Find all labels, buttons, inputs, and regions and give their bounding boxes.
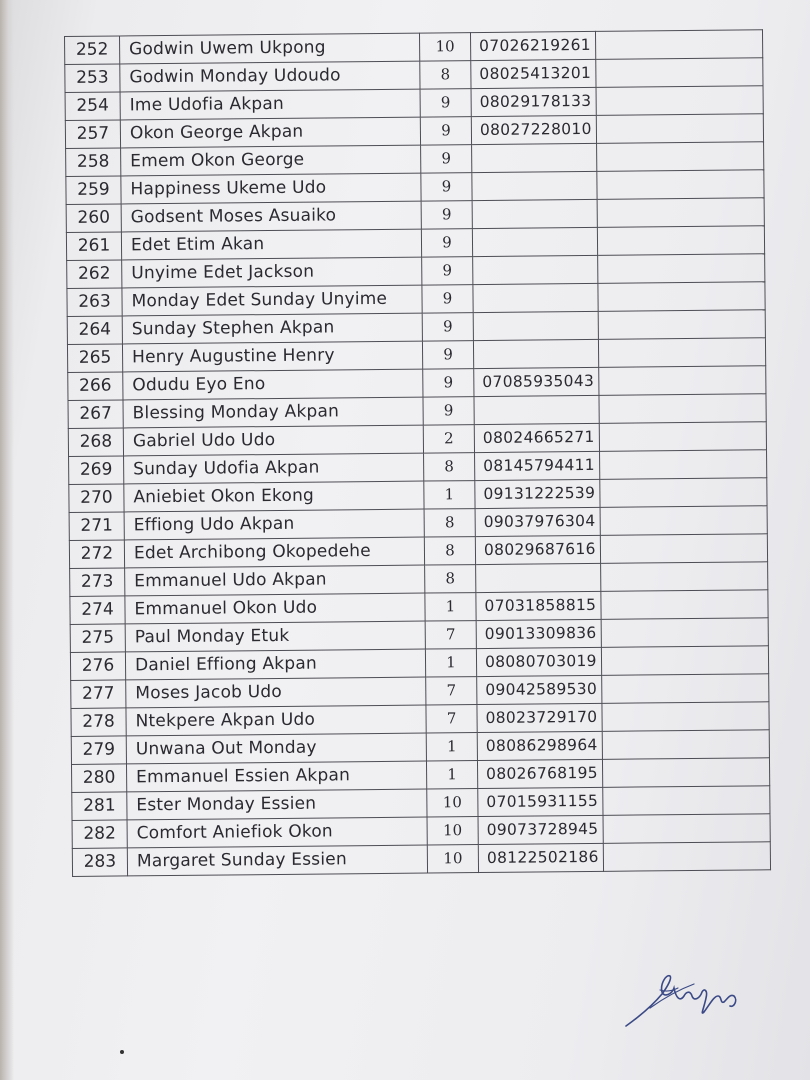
class-cell: 9 (422, 285, 473, 313)
phone-cell: 07015931155 (478, 787, 603, 816)
class-cell: 9 (420, 89, 471, 117)
serial-number-cell: 267 (68, 400, 123, 429)
class-cell: 8 (425, 565, 476, 593)
name-cell: Monday Edet Sunday Unyime (122, 285, 422, 316)
phone-cell: 07085935043 (474, 367, 599, 396)
class-cell: 9 (420, 117, 471, 145)
class-cell: 1 (426, 761, 477, 789)
phone-cell: 07031858815 (476, 591, 601, 620)
phone-cell: 08086298964 (477, 731, 602, 760)
name-cell: Ime Udofia Akpan (120, 89, 420, 120)
blank-cell (598, 310, 765, 340)
serial-number-cell: 279 (71, 736, 126, 765)
name-cell: Aniebiet Okon Ekong (124, 481, 424, 512)
serial-number-cell: 258 (66, 148, 121, 177)
class-cell: 10 (427, 845, 478, 873)
blank-cell (600, 450, 767, 480)
serial-number-cell: 278 (71, 708, 126, 737)
phone-cell: 08023729170 (477, 703, 602, 732)
class-cell: 9 (422, 313, 473, 341)
serial-number-cell: 263 (67, 288, 122, 317)
serial-number-cell: 261 (66, 232, 121, 261)
serial-number-cell: 257 (65, 120, 120, 149)
blank-cell (602, 702, 769, 732)
name-cell: Emmanuel Udo Akpan (125, 565, 425, 596)
name-cell: Edet Etim Akan (121, 229, 421, 260)
blank-cell (597, 142, 764, 172)
roster-table (64, 29, 771, 877)
serial-number-cell: 270 (69, 484, 124, 513)
serial-number-cell: 266 (68, 372, 123, 401)
phone-cell (473, 311, 598, 340)
serial-number-cell: 281 (72, 792, 127, 821)
class-cell: 8 (424, 453, 475, 481)
serial-number-cell: 268 (68, 428, 123, 457)
blank-cell (602, 674, 769, 704)
serial-number-cell: 259 (66, 176, 121, 205)
phone-cell (474, 395, 599, 424)
class-cell: 1 (425, 649, 476, 677)
blank-cell (601, 562, 768, 592)
blank-cell (596, 114, 763, 144)
name-cell: Sunday Stephen Akpan (122, 313, 422, 344)
name-cell: Comfort Aniefiok Okon (127, 817, 427, 848)
name-cell: Unyime Edet Jackson (122, 257, 422, 288)
phone-cell: 08027228010 (471, 115, 596, 144)
name-cell: Godwin Monday Udoudo (120, 61, 420, 92)
phone-cell (472, 143, 597, 172)
name-cell: Effiong Udo Akpan (124, 509, 424, 540)
class-cell: 8 (420, 61, 471, 89)
serial-number-cell: 260 (66, 204, 121, 233)
phone-cell: 08024665271 (474, 423, 599, 452)
class-cell: 1 (426, 733, 477, 761)
class-cell: 9 (421, 145, 472, 173)
class-cell: 7 (426, 677, 477, 705)
name-cell: Edet Archibong Okopedehe (124, 537, 424, 568)
blank-cell (603, 814, 770, 844)
serial-number-cell: 277 (71, 680, 126, 709)
phone-cell: 09037976304 (475, 507, 600, 536)
name-cell: Unwana Out Monday (126, 733, 426, 764)
name-cell: Okon George Akpan (120, 117, 420, 148)
name-cell: Henry Augustine Henry (122, 341, 422, 372)
phone-cell (473, 339, 598, 368)
phone-cell: 09131222539 (475, 479, 600, 508)
class-cell: 9 (422, 341, 473, 369)
class-cell: 7 (425, 621, 476, 649)
class-cell: 7 (426, 705, 477, 733)
blank-cell (603, 786, 770, 816)
serial-number-cell: 276 (70, 652, 125, 681)
blank-cell (597, 198, 764, 228)
blank-cell (601, 618, 768, 648)
blank-cell (599, 422, 766, 452)
name-cell: Moses Jacob Udo (126, 677, 426, 708)
blank-cell (601, 590, 768, 620)
blank-cell (598, 338, 765, 368)
name-cell: Sunday Udofia Akpan (124, 453, 424, 484)
class-cell: 9 (421, 201, 472, 229)
name-cell: Gabriel Udo Udo (123, 425, 423, 456)
name-cell: Emmanuel Essien Akpan (126, 761, 426, 792)
class-cell: 10 (419, 33, 470, 61)
blank-cell (598, 282, 765, 312)
phone-cell: 08026768195 (477, 759, 602, 788)
blank-cell (603, 842, 770, 872)
serial-number-cell: 265 (67, 344, 122, 373)
blank-cell (598, 254, 765, 284)
phone-cell: 08080703019 (476, 647, 601, 676)
serial-number-cell: 269 (69, 456, 124, 485)
blank-cell (600, 506, 767, 536)
name-cell: Godsent Moses Asuaiko (121, 201, 421, 232)
phone-cell: 08029687616 (475, 535, 600, 564)
name-cell: Godwin Uwem Ukpong (120, 33, 420, 64)
phone-cell: 09013309836 (476, 619, 601, 648)
name-cell: Odudu Eyo Eno (123, 369, 423, 400)
serial-number-cell: 264 (67, 316, 122, 345)
serial-number-cell: 254 (65, 92, 120, 121)
class-cell: 9 (423, 369, 474, 397)
serial-number-cell: 253 (65, 64, 120, 93)
class-cell: 9 (421, 229, 472, 257)
name-cell: Margaret Sunday Essien (127, 845, 427, 876)
phone-cell (472, 227, 597, 256)
ink-dot (120, 1050, 124, 1054)
phone-cell: 08145794411 (475, 451, 600, 480)
phone-cell: 09073728945 (478, 815, 603, 844)
name-cell: Blessing Monday Akpan (123, 397, 423, 428)
phone-cell (473, 255, 598, 284)
serial-number-cell: 271 (69, 512, 124, 541)
blank-cell (597, 170, 764, 200)
name-cell: Paul Monday Etuk (125, 621, 425, 652)
blank-cell (600, 534, 767, 564)
serial-number-cell: 272 (69, 540, 124, 569)
serial-number-cell: 280 (71, 764, 126, 793)
class-cell: 9 (421, 173, 472, 201)
roster-body (65, 30, 771, 877)
name-cell: Emem Okon George (121, 145, 421, 176)
page-edge-shadow (0, 0, 14, 1080)
blank-cell (597, 226, 764, 256)
serial-number-cell: 273 (70, 568, 125, 597)
phone-cell: 08025413201 (471, 59, 596, 88)
phone-cell (476, 563, 601, 592)
name-cell: Ntekpere Akpan Udo (126, 705, 426, 736)
blank-cell (600, 478, 767, 508)
serial-number-cell: 282 (72, 820, 127, 849)
class-cell: 1 (425, 593, 476, 621)
class-cell: 10 (427, 789, 478, 817)
phone-cell: 08029178133 (471, 87, 596, 116)
blank-cell (602, 730, 769, 760)
phone-cell (472, 171, 597, 200)
handwritten-signature (620, 968, 750, 1032)
name-cell: Emmanuel Okon Udo (125, 593, 425, 624)
class-cell: 1 (424, 481, 475, 509)
class-cell: 8 (424, 509, 475, 537)
serial-number-cell: 262 (67, 260, 122, 289)
phone-cell: 07026219261 (470, 31, 595, 60)
blank-cell (599, 394, 766, 424)
blank-cell (596, 86, 763, 116)
name-cell: Happiness Ukeme Udo (121, 173, 421, 204)
phone-cell (472, 199, 597, 228)
table-row (72, 842, 770, 877)
phone-cell: 08122502186 (478, 843, 603, 872)
name-cell: Ester Monday Essien (127, 789, 427, 820)
blank-cell (602, 758, 769, 788)
class-cell: 9 (423, 397, 474, 425)
serial-number-cell: 275 (70, 624, 125, 653)
class-cell: 9 (422, 257, 473, 285)
blank-cell (601, 646, 768, 676)
phone-cell: 09042589530 (477, 675, 602, 704)
class-cell: 8 (424, 537, 475, 565)
phone-cell (473, 283, 598, 312)
serial-number-cell: 252 (65, 36, 120, 65)
serial-number-cell: 283 (72, 848, 127, 877)
class-cell: 2 (423, 425, 474, 453)
name-cell: Daniel Effiong Akpan (125, 649, 425, 680)
blank-cell (599, 366, 766, 396)
blank-cell (596, 58, 763, 88)
class-cell: 10 (427, 817, 478, 845)
blank-cell (595, 30, 762, 60)
serial-number-cell: 274 (70, 596, 125, 625)
